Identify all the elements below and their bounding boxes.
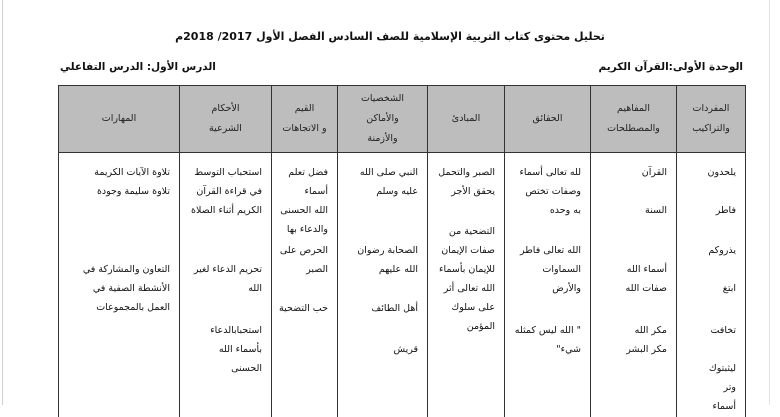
header-label: الأحكام الشرعية (209, 103, 242, 134)
cell-rulings (180, 153, 272, 417)
cell-entry: الصحابة رضوان الله عليهم (345, 241, 418, 279)
cell-entry: تخافت (684, 321, 736, 340)
table-header-row (59, 86, 746, 153)
cell-entry: تحريم الدعاء لغير الله (187, 260, 262, 298)
page-edge-left (2, 0, 3, 405)
cell-entry: أسماء الله صفات الله (598, 260, 667, 298)
header-skills (59, 86, 180, 153)
header-facts (505, 86, 591, 153)
cell-entry: مكر الله مكر البشر (598, 321, 667, 359)
cell-entry: فاطر (684, 201, 736, 220)
header-label: المهارات (102, 113, 136, 124)
cell-entry: أهل الطائف (345, 299, 418, 318)
header-label: الشخصيات والأماكن والأزمنة (361, 93, 404, 144)
cell-entry: " الله ليس كمثله شيء" (512, 321, 581, 359)
cell-entry: قريش (345, 340, 418, 359)
cell-entry: يلحدون (684, 163, 736, 182)
header-figures-places (338, 86, 428, 153)
header-label: القيم و الاتجاهات (282, 103, 326, 134)
cell-entry: تلاوة الآيات الكريمة تلاوة سليمة وجودة (66, 163, 170, 201)
cell-principles (428, 153, 505, 417)
cell-entry: التعاون والمشاركة في الأنشطة الصفية في العمل بالمجموعات (66, 260, 170, 317)
page-edge-right (769, 0, 770, 405)
content-analysis-table (58, 85, 746, 417)
cell-entry: الله تعالى فاطر السماوات والأرض (512, 241, 581, 298)
header-label: المبادئ (452, 113, 480, 124)
cell-entry: النبي صلى الله عليه وسلم (345, 163, 418, 201)
cell-concepts (591, 153, 677, 417)
unit-label: الوحدة الأولى:القرآن الكريم (598, 61, 743, 73)
header-label: الحقائق (533, 113, 563, 124)
cell-entry: يذروكم (684, 241, 736, 260)
lesson-label: الدرس الأول: الدرس التفاعلي (60, 61, 216, 73)
cell-values (272, 153, 338, 417)
cell-entry: ليثبتوك وتر أسماء (684, 359, 736, 416)
header-rulings (180, 86, 272, 153)
cell-entry: القرآن (598, 163, 667, 182)
table-body-row (59, 153, 746, 417)
cell-entry: التضحية من صفات الإيمان للإيمان بأسماء الله تعالى أثر على سلوك المؤمن (435, 222, 495, 336)
header-values (272, 86, 338, 153)
header-principles (428, 86, 505, 153)
cell-entry: السنة (598, 201, 667, 220)
cell-facts (505, 153, 591, 417)
header-label: المفردات والتراكيب (692, 103, 730, 134)
cell-entry: فضل تعلم أسماء الله الحسنى والدعاء بها (279, 163, 328, 239)
document-title: تحليل محتوى كتاب التربية الإسلامية للصف السادس الفصل الأول 2017/ 2018م (0, 30, 780, 43)
cell-vocabulary (677, 153, 746, 417)
cell-entry: استحباب التوسط في قراءة القرآن الكريم أثناء الصلاة (187, 163, 262, 220)
header-concepts (591, 86, 677, 153)
cell-figures-places (338, 153, 428, 417)
cell-entry: الصبر والتحمل يحقق الأجر (435, 163, 495, 201)
header-label: المفاهيم والمصطلحات (607, 103, 660, 134)
cell-entry: لله تعالى أسماء وصفات تختص به وحده (512, 163, 581, 220)
cell-skills (59, 153, 180, 417)
cell-entry: استحبابالدعاء بأسماء الله الحسنى (187, 321, 262, 378)
cell-entry: حب التضحية (279, 299, 328, 318)
cell-entry: ابتغ (684, 279, 736, 298)
header-vocabulary (677, 86, 746, 153)
cell-entry: الحرص على الصبر (279, 241, 328, 279)
